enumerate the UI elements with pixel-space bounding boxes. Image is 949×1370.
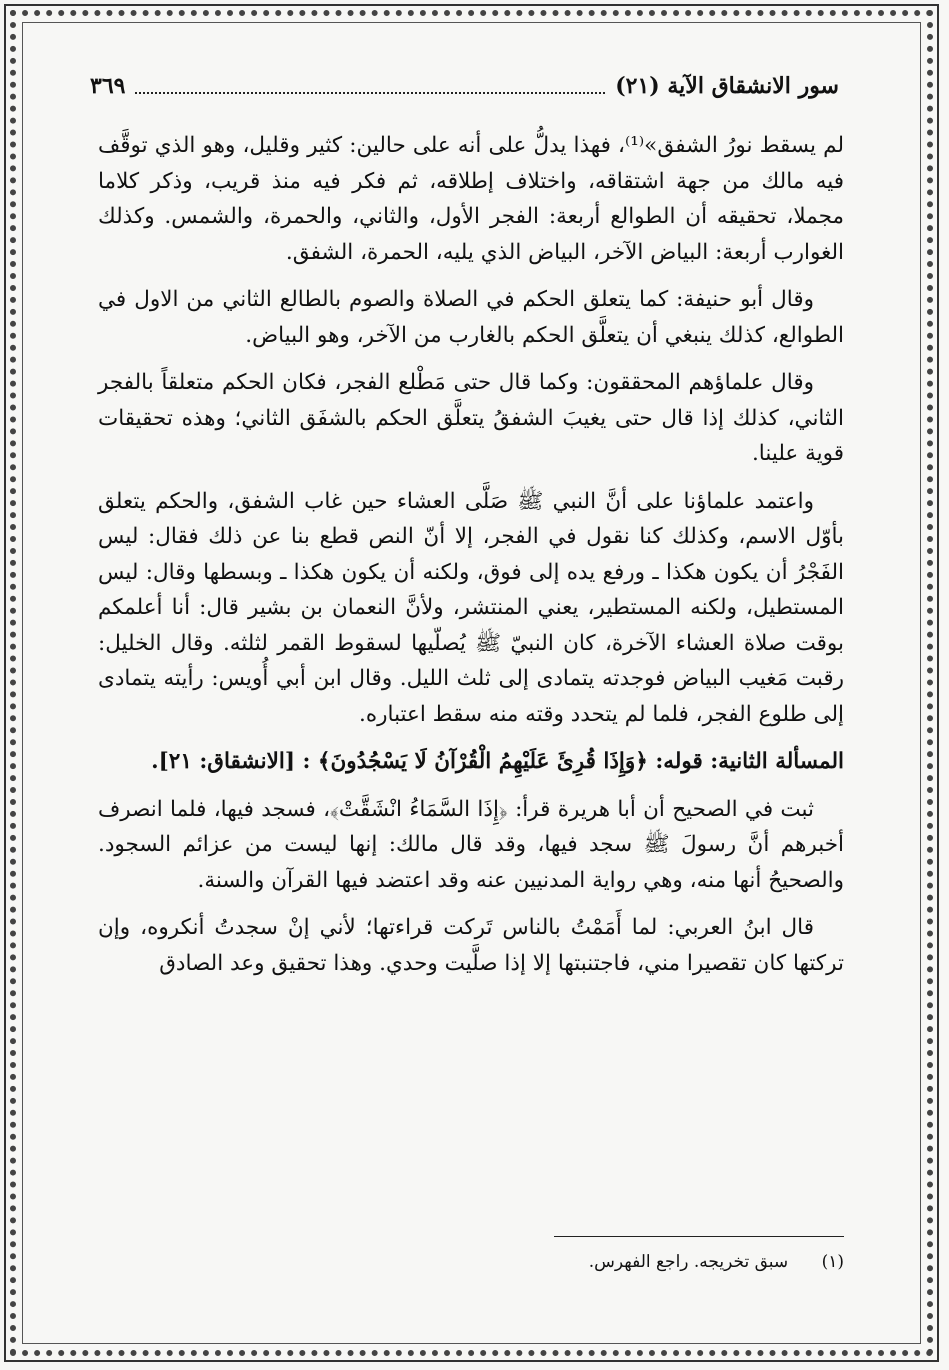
footnote bbox=[344, 1252, 844, 1272]
header-leader-dots bbox=[135, 78, 605, 94]
footnote-text: سبق تخريجه. راجع الفهرس. bbox=[588, 1252, 789, 1272]
paragraph-1: لم يسقط نورُ الشفق»⁽¹⁾، فهذا يدلُّ على أنه على حالين: كثير وقليل، وهو الذي توقَّف فيه مالك من جهة اشتقاقه، واختلاف إطلاقه، ثم فكر فيه منذ قريب، وذكر كلاما مجملا، تحقيقه أن الطوالع أربعة: الفجر الأول، والثاني، والحمرة، والشمس. وكذلك الغوارب أربعة: البياض الآخر، البياض الذي يليه، الحمرة، الشفق. bbox=[98, 133, 845, 265]
paragraph-6: قال ابنُ العربي: لما أَمَمْتُ بالناس تَركت قراءتها؛ لأني إنْ سجدتُ أنكروه، وإن تركتها كان تقصيرا مني، فاجتنبتها إلا إذا صلَّيت وحدي. وهذا تحقيق وعد الصادق bbox=[98, 915, 844, 976]
running-header bbox=[90, 68, 839, 104]
paragraph-2: وقال أبو حنيفة: كما يتعلق الحكم في الصلاة والصوم بالطالع الثاني من الاول في الطوالع، كذلك ينبغي أن يتعلَّق الحكم بالغارب من الآخر، وهو البياض. bbox=[98, 287, 844, 348]
header-title: سور الانشقاق الآية (٢١) bbox=[615, 73, 839, 99]
issue-verse: ﴿وَإِذَا قُرِئَ عَلَيْهِمُ الْقُرْآنُ لَا يَسْجُدُونَ﴾ bbox=[317, 749, 648, 774]
footnote-number: (١) bbox=[821, 1252, 844, 1272]
paragraph-3: وقال علماؤهم المحققون: وكما قال حتى مَطْلع الفجر، فكان الحكم متعلقاً بالفجر الثاني، كذلك إذا قال حتى يغيبَ الشفقُ يتعلَّق الحكم بالشفَق الثاني؛ وهذه تحقيقات قوية علينا. bbox=[98, 370, 844, 466]
footnote-divider bbox=[554, 1236, 844, 1237]
paragraph-4: واعتمد علماؤنا على أنَّ النبي ﷺ صَلَّى العشاء حين غاب الشفق، والحكم يتعلق بأوّل الاسم، وكذلك كنا نقول في الفجر، إلا أنّ النص قطع بنا عن ذلك فقال: ليس الفَجْرُ أن يكون هكذا ـ ورفع يده إلى فوق، ولكنه أن يكون هكذا ـ وبسطها وقال: ليس المستطيل، ولكنه المستطير، يعني المنتشر، ولأنَّ النعمان بن بشير قال: أنا أعلمكم بوقت صلاة العشاء الآخرة، كان النبيّ ﷺ يُصلّيها لسقوط القمر لثلثه. وقال الخليل: رقبت مَغيب البياض فوجدته يتمادى إلى ثلث الليل. وقال ابن أبي أُويس: رأيته يتمادى إلى طلوع الفجر، فلما لم يتحدد وقته منه سقط اعتباره. bbox=[98, 488, 844, 727]
issue-label: المسألة الثانية: قوله: bbox=[655, 749, 844, 774]
paragraph-5: ثبت في الصحيح أن أبا هريرة قرأ: ﴿إِذَا السَّمَاءُ انْشَقَّتْ﴾، فسجد فيها، فلما انصرف أخبرهم أنَّ رسولَ ﷺ سجد فيها، وقد قال مالك: إنها ليست من عزائم السجود. والصحيحُ أنها منه، وهي رواية المدنيين عنه وقد اعتضد فيها القرآن والسنة. bbox=[98, 796, 844, 893]
issue-heading bbox=[98, 744, 844, 780]
issue-reference: : [الانشقاق: ٢١]. bbox=[151, 749, 311, 774]
main-text bbox=[98, 128, 844, 993]
page-number: ٣٦٩ bbox=[90, 73, 126, 99]
